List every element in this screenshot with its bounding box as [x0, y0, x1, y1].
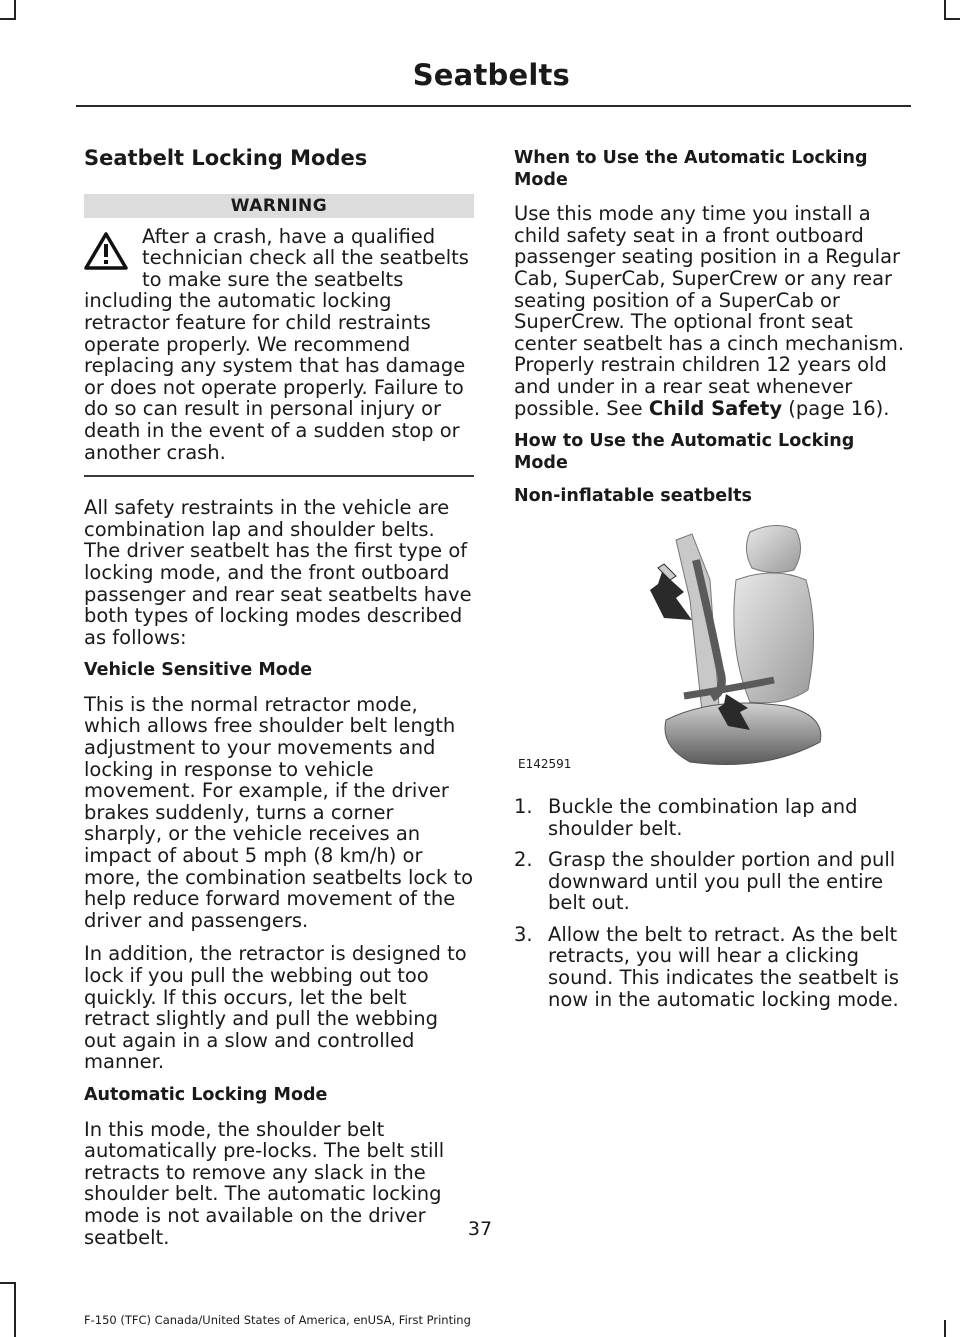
- automatic-locking-heading: Automatic Locking Mode: [84, 1084, 328, 1105]
- when-to-use-paragraph: [514, 203, 910, 419]
- list-item: [514, 849, 910, 914]
- warning-box: [84, 226, 474, 464]
- warning-label: WARNING: [84, 194, 474, 218]
- page-title: Seatbelts: [412, 58, 570, 92]
- step-text: Buckle the combination lap and shoulder belt.: [548, 794, 858, 840]
- footer-text: F-150 (TFC) Canada/United States of America, enUSA, First Printing: [84, 1313, 471, 1327]
- vehicle-sensitive-heading: Vehicle Sensitive Mode: [84, 660, 313, 681]
- step-text: Allow the belt to retract. As the belt retracts, you will hear a clicking sound. This indicates the seatbelt is now in the automatic locking mode.: [548, 922, 900, 1011]
- when-to-use-heading: When to Use the Automatic Locking Mode: [514, 148, 868, 190]
- crop-mark: [14, 1282, 16, 1337]
- how-to-use-heading: How to Use the Automatic Locking Mode: [514, 431, 855, 473]
- page-number: 37: [467, 1218, 493, 1240]
- crop-mark: [0, 1282, 16, 1284]
- alm-paragraph: In this mode, the shoulder belt automatically pre-locks. The belt still retracts to remove any slack in the shoulder belt. The automatic locking mode is not available on the driver seatbelt.: [84, 1117, 445, 1249]
- steps-list: [514, 796, 910, 1010]
- warning-triangle-icon: [84, 230, 128, 272]
- list-item: [514, 796, 910, 839]
- intro-paragraph: All safety restraints in the vehicle are combination lap and shoulder belts. The driver seatbelt has the first type of locking mode, and the front outboard passenger and rear seat seatbelts have both types of locking modes described as follows:: [84, 496, 472, 649]
- child-safety-link[interactable]: Child Safety: [648, 396, 783, 420]
- step-number: 3.: [514, 922, 533, 946]
- vsm-paragraph-1: This is the normal retractor mode, which allows free shoulder belt length adjustment to your movements and locking in response to vehicle movement. For example, if the driver brakes suddenly, turns a corner sharply, or the vehicle receives an impact of about 5 mph (8 km/h) or more, the combination seatbelts lock to help reduce forward movement of the driver and passengers.: [84, 692, 474, 932]
- page-reference: (page 16).: [782, 396, 890, 420]
- section-heading: Seatbelt Locking Modes: [84, 146, 368, 170]
- non-inflatable-heading: Non-inflatable seatbelts: [514, 486, 752, 507]
- crop-mark: [944, 18, 960, 20]
- crop-mark: [14, 0, 16, 20]
- seat-illustration-image: [514, 520, 910, 782]
- list-item: [514, 924, 910, 1010]
- crop-mark: [944, 0, 946, 20]
- crop-mark: [944, 1320, 946, 1337]
- seatbelt-illustration: [514, 520, 910, 782]
- step-text: Grasp the shoulder portion and pull downward until you pull the entire belt out.: [548, 848, 896, 915]
- step-number: 1.: [514, 794, 533, 818]
- figure-code: E142591: [518, 757, 572, 772]
- when-to-use-text: Use this mode any time you install a child safety seat in a front outboard passenger seating position in a Regular Cab, SuperCab, SuperCrew or any rear seating position of a SuperCab or SuperCrew. The optional front seat center seatbelt has a cinch mechanism. Properly restrain children 12 years old and under in a rear seat whenever possible. See: [514, 202, 905, 420]
- left-column: [84, 148, 474, 1260]
- header-rule: [76, 105, 911, 107]
- warning-divider: [84, 475, 474, 477]
- warning-text: After a crash, have a qualified technician check all the seatbelts to make sure the seatbelts including the automatic locking retractor feature for child restraints operate properly. We recommend replacing any system that has damage or does not operate properly. Failure to do so can result in personal injury or death in the event of a sudden stop or another crash.: [84, 224, 469, 464]
- crop-mark: [0, 18, 16, 20]
- step-number: 2.: [514, 848, 533, 872]
- vsm-paragraph-2: In addition, the retractor is designed to lock if you pull the webbing out too quickly. If this occurs, let the belt retract slightly and pull the webbing out again in a slow and controlled manner.: [84, 942, 467, 1074]
- right-column: [514, 148, 910, 1020]
